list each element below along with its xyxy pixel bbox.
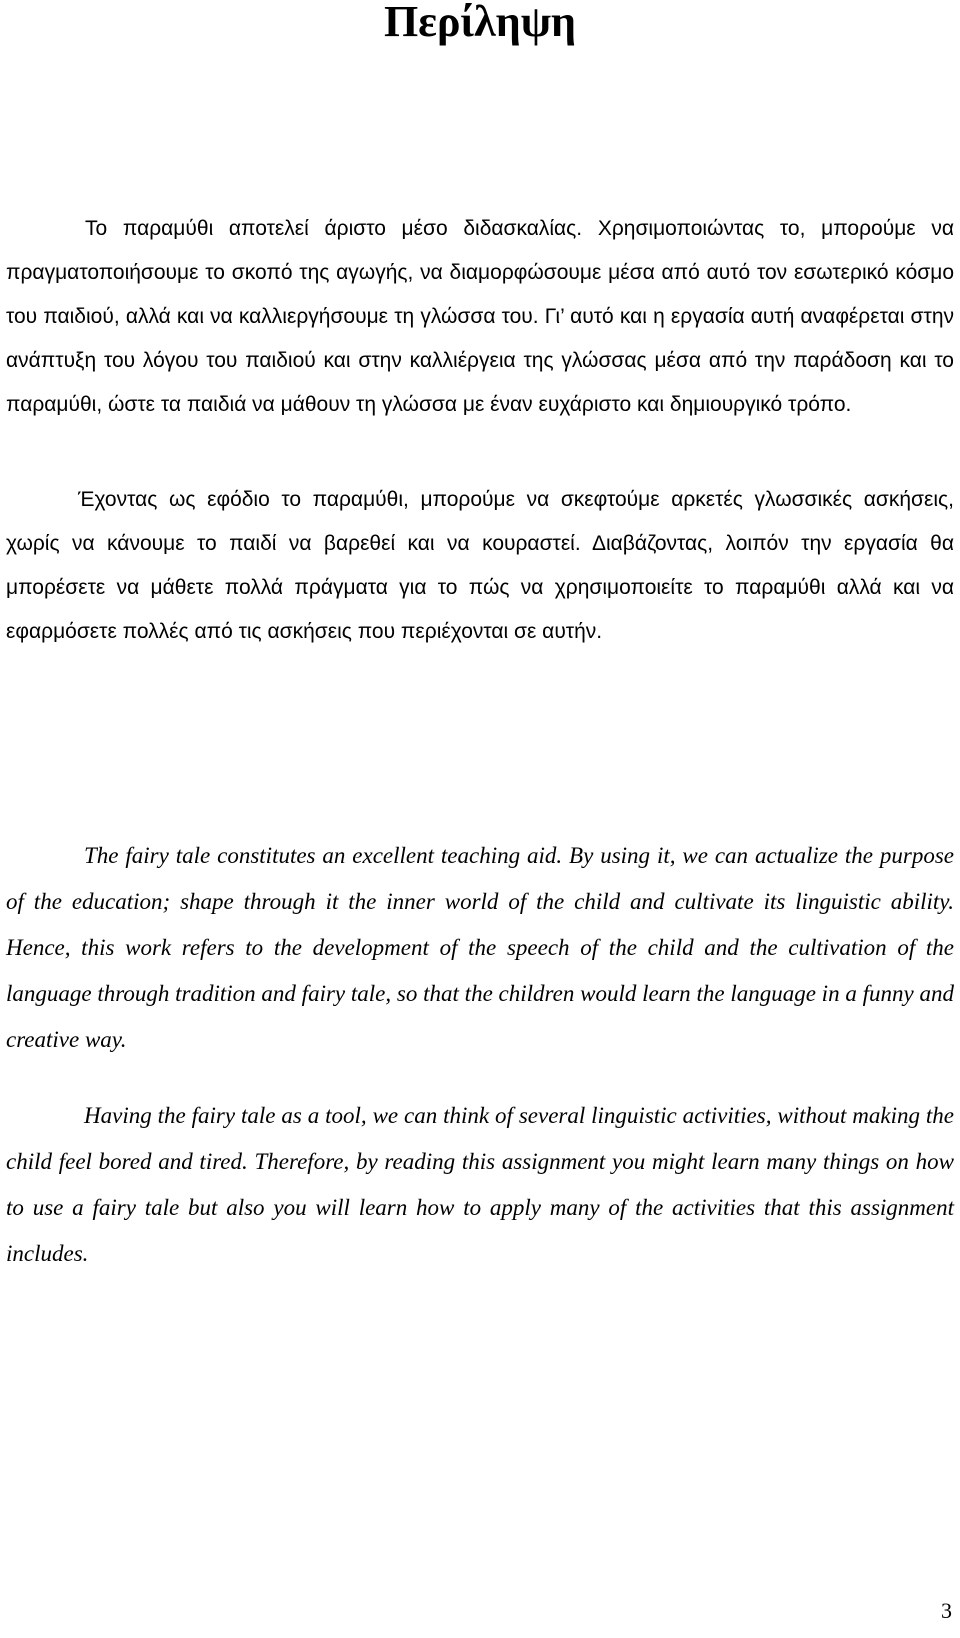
english-abstract-paragraph-2: Having the fairy tale as a tool, we can think of several linguistic activities, without making the child feel bored and tired. Therefore, by reading this assignment you might learn many things on how to use a fairy tale but also you will learn how to apply many of the activities that this assignment includes. [6, 1103, 954, 1266]
greek-abstract-paragraph-1: Το παραμύθι αποτελεί άριστο μέσο διδασκαλίας. Χρησιμοποιώντας το, μπορούμε να πραγματοποιήσουμε το σκοπό της αγωγής, να διαμορφώσουμε μέσα από αυτό τον εσωτερικό κόσμο του παιδιού, αλλά και να καλλιεργήσουμε τη γλώσσα του. Γι’ αυτό και η εργασία αυτή αναφέρεται στην ανάπτυξη του λόγου του παιδιού και στην καλλιέργεια της γλώσσας μέσα από την παράδοση και το παραμύθι, ώστε τα παιδιά να μάθουν τη γλώσσα με έναν ευχάριστο και δημιουργικό τρόπο. [6, 217, 954, 416]
greek-abstract-paragraph-2: Έχοντας ως εφόδιο το παραμύθι, μπορούμε να σκεφτούμε αρκετές γλωσσικές ασκήσεις, χωρίς να κάνουμε το παιδί να βαρεθεί και να κουραστεί. Διαβάζοντας, λοιπόν την εργασία θα μπορέσετε να μάθετε πολλά πράγματα για το πώς να χρησιμοποιείτε το παραμύθι αλλά και να εφαρμόσετε πολλές από τις ασκήσεις που περιέχονται σε αυτήν. [6, 488, 954, 643]
english-abstract-paragraph-1: The fairy tale constitutes an excellent teaching aid. By using it, we can actualize the purpose of the education; shape through it the inner world of the child and cultivate its linguistic ability. Hence, this work refers to the development of the speech of the child and the cultivation of the language through tradition and fairy tale, so that the children would learn the language in a funny and creative way. [6, 843, 954, 1052]
page-title: Περίληψη [383, 0, 577, 46]
page-number: 3 [941, 1598, 952, 1623]
